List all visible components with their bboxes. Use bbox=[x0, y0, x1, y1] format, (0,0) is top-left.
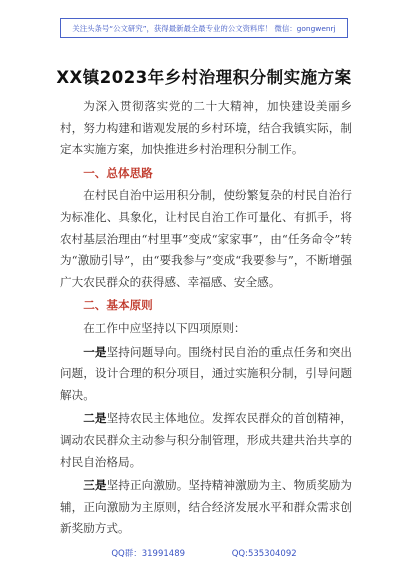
principle-item bbox=[60, 408, 352, 473]
principle-text: 坚持农民主体地位。发挥农民群众的首创精神，调动农民群众主动参与积分制管理，形成共建共治共享的村民自治格局。 bbox=[60, 411, 352, 469]
footer-qq-group: QQ群：31991489 bbox=[111, 549, 186, 559]
section-heading-principles: 二、基本原则 bbox=[83, 298, 153, 313]
principle-lead: 三是 bbox=[83, 478, 107, 493]
principles-intro: 在工作中应坚持以下四项原则： bbox=[83, 320, 246, 335]
document-body bbox=[60, 96, 352, 542]
principle-text: 坚持问题导向。围绕村民自治的重点任务和突出问题，设计合理的积分项目，通过实施积分制，引导问题解决。 bbox=[60, 344, 352, 402]
footer-qq: QQ:535304092 bbox=[231, 549, 297, 559]
principle-lead: 二是 bbox=[83, 411, 107, 426]
section-heading-overall: 一、总体思路 bbox=[83, 165, 153, 180]
principle-text: 坚持正向激励。坚持精神激励为主、物质奖励为辅，正向激励为主原则，结合经济发展水平和群众需求创新奖励方式。 bbox=[60, 478, 352, 536]
document-title: XX镇2023年乡村治理积分制实施方案 bbox=[56, 68, 352, 87]
section-paragraph-overall: 在村民自治中运用积分制，使纷繁复杂的村民自治行为标准化、具象化，让村民自治工作可量化、有抓手，将农村基层治理由“村里事”变成“家家事”，由“任务命令”转为“激励引导”，由“要我参与”变成“我要参与”，不断增强广大农民群众的获得感、幸福感、安全感。 bbox=[60, 188, 352, 289]
intro-paragraph: 为深入贯彻落实党的二十大精神，加快建设美丽乡村，努力构建和谐观发展的乡村环境，结合我镇实际，制定本实施方案，加快推进乡村治理积分制工作。 bbox=[60, 99, 352, 157]
principle-item bbox=[60, 342, 352, 407]
page-footer bbox=[0, 547, 408, 559]
principle-lead: 一是 bbox=[83, 344, 107, 359]
header-banner: 关注头条号“公文研究”，获得最新最全最专业的公文资料库！ 微信：gongwenrj bbox=[60, 18, 348, 38]
principle-item bbox=[60, 475, 352, 540]
